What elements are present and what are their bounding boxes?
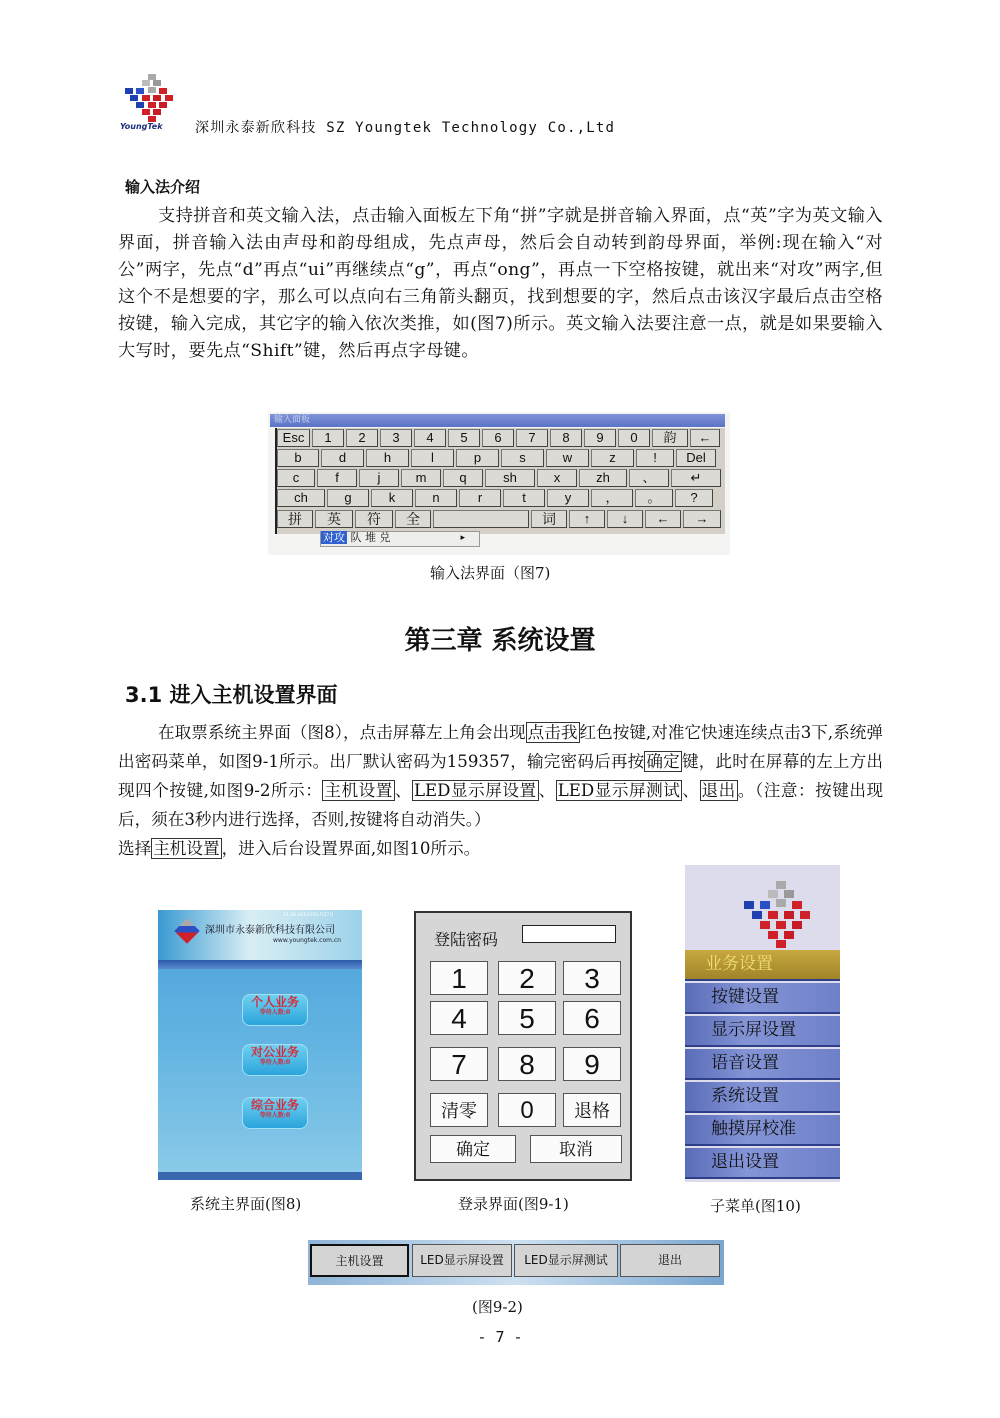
clear-button[interactable]: 清零 [430, 1093, 488, 1127]
keypad-6[interactable]: 6 [563, 1001, 621, 1035]
section-paragraph-1 [118, 718, 883, 834]
key[interactable]: 。 [635, 489, 673, 507]
chapter-title: 第三章 系统设置 [404, 626, 596, 656]
key[interactable]: sh [485, 469, 535, 487]
text: 、 [682, 781, 700, 800]
text: 键，此时在屏幕的左上方出现四个按键,如图9-2所示： [118, 752, 884, 800]
keypad-8[interactable]: 8 [498, 1047, 556, 1081]
led-settings-label: LED显示屏设置 [414, 781, 537, 800]
next-page-arrow-icon[interactable]: ▸ [460, 533, 465, 543]
main-screen-url: www.youngtek.com.cn [273, 937, 341, 944]
company-header: 深圳永泰新欣科技 SZ Youngtek Technology Co.,Ltd [195, 120, 616, 136]
key-pinyin-mode[interactable]: 拼 [277, 510, 313, 528]
submenu-figure [685, 865, 840, 1182]
menu-display-settings[interactable]: 显示屏设置 [685, 1016, 840, 1047]
section-paragraph [118, 718, 883, 863]
led-test-button[interactable]: LED显示屏测试 [514, 1244, 618, 1277]
button-label: 对公业务 [250, 1045, 299, 1059]
text: 、 [538, 781, 556, 800]
password-label: 登陆密码 [434, 930, 499, 949]
key[interactable]: 2 [346, 429, 378, 447]
toolbar-figure [308, 1240, 724, 1285]
menu-touch-calibration[interactable]: 触摸屏校准 [685, 1115, 840, 1146]
host-settings-button[interactable]: 主机设置 [310, 1244, 409, 1277]
key[interactable]: ch [277, 489, 325, 507]
keypad-0[interactable]: 0 [498, 1093, 556, 1127]
led-test-label: LED显示屏测试 [557, 781, 681, 800]
menu-key-settings[interactable]: 按键设置 [685, 983, 840, 1014]
text: 、 [394, 781, 412, 800]
mini-logo-icon [174, 918, 199, 943]
button-label: 个人业务 [250, 995, 299, 1009]
keyboard-row-5 [277, 510, 721, 528]
text: 在取票系统主界面（图8），点击屏幕左上角会出现 [158, 723, 526, 742]
key[interactable]: ， [591, 489, 633, 507]
key-phrase[interactable]: 词 [531, 510, 567, 528]
key[interactable]: 3 [380, 429, 412, 447]
main-screen-company: 深圳市永泰新欣科技有限公司 [205, 925, 335, 936]
text: ，进入后台设置界面,如图10所示。 [221, 839, 481, 858]
key[interactable]: k [371, 489, 413, 507]
text: 选择 [118, 839, 152, 858]
key-fullwidth[interactable]: 全 [395, 510, 431, 528]
key[interactable]: 0 [618, 429, 650, 447]
key-esc[interactable]: Esc [277, 429, 310, 447]
key-space[interactable] [433, 510, 529, 528]
key[interactable]: z [591, 449, 634, 467]
key[interactable]: 8 [550, 429, 582, 447]
key[interactable]: x [537, 469, 577, 487]
key[interactable]: 6 [482, 429, 514, 447]
main-screen-figure [158, 910, 362, 1180]
key-yunmu[interactable]: 韵 [652, 429, 688, 447]
fig10-caption: 子菜单(图10) [710, 1197, 801, 1215]
page-number: - 7 - [477, 1328, 523, 1346]
key[interactable]: r [459, 489, 501, 507]
section-paragraph-2 [118, 834, 883, 863]
keyboard-row-2 [277, 449, 716, 467]
key[interactable]: 5 [448, 429, 480, 447]
key[interactable]: 1 [312, 429, 344, 447]
key[interactable]: 9 [584, 429, 616, 447]
key[interactable]: d [321, 449, 364, 467]
menu-system-settings[interactable]: 系统设置 [685, 1082, 840, 1113]
key-right[interactable]: → [683, 510, 721, 528]
key[interactable]: y [547, 489, 589, 507]
key-english-mode[interactable]: 英 [315, 510, 353, 528]
intro-paragraph [118, 203, 883, 365]
key[interactable]: ? [675, 489, 713, 507]
logo-caption: YoungTek [120, 122, 163, 131]
keypad-9[interactable]: 9 [563, 1047, 621, 1081]
key-enter[interactable]: ↵ [671, 469, 721, 487]
fig9-2-caption: (图9-2) [472, 1298, 523, 1316]
keyboard-row-3 [277, 469, 721, 487]
key[interactable]: g [327, 489, 369, 507]
text: 。（注意：按键出现后，须在3秒内进行选择，否则,按键将自动消失。） [118, 781, 884, 829]
main-screen-header [158, 910, 362, 960]
key-backspace[interactable]: ← [690, 429, 720, 447]
fig9-1-caption: 登录界面(图9-1) [458, 1195, 569, 1213]
menu-business-settings[interactable]: 业务设置 [685, 950, 840, 981]
key[interactable]: l [411, 449, 454, 467]
key[interactable]: ! [636, 449, 674, 467]
button-label: 综合业务 [250, 1098, 299, 1112]
key[interactable]: p [456, 449, 499, 467]
backspace-button[interactable]: 退格 [563, 1093, 621, 1127]
host-settings-label: 主机设置 [153, 839, 220, 858]
waiting-count: 等待人数:0 [259, 1009, 291, 1016]
host-settings-label: 主机设置 [324, 781, 393, 800]
keyboard [275, 428, 725, 534]
cancel-button[interactable]: 取消 [530, 1135, 622, 1163]
key[interactable]: j [359, 469, 399, 487]
key[interactable]: h [366, 449, 409, 467]
key[interactable]: w [546, 449, 589, 467]
key[interactable]: 、 [629, 469, 669, 487]
confirm-button[interactable]: 确定 [430, 1135, 516, 1163]
key[interactable]: q [443, 469, 483, 487]
menu-voice-settings[interactable]: 语音设置 [685, 1049, 840, 1080]
input-panel-figure [268, 412, 730, 555]
led-settings-button[interactable]: LED显示屏设置 [412, 1244, 512, 1277]
key-symbol-mode[interactable]: 符 [355, 510, 393, 528]
keypad-7[interactable]: 7 [430, 1047, 488, 1081]
keypad-4[interactable]: 4 [430, 1001, 488, 1035]
keypad-5[interactable]: 5 [498, 1001, 556, 1035]
main-screen-datetime: 11:34 2013年01月27日 [283, 913, 334, 918]
key-up[interactable]: ↑ [569, 510, 605, 528]
key-left[interactable]: ← [645, 510, 681, 528]
keyboard-row-1 [277, 429, 720, 447]
candidate-selected[interactable]: 对攻 [323, 531, 345, 544]
key[interactable]: f [317, 469, 357, 487]
click-me-label: 点击我 [527, 723, 578, 742]
keypad-1[interactable]: 1 [430, 961, 488, 995]
header-band [158, 960, 362, 969]
key[interactable]: b [277, 449, 319, 467]
section-title: 3.1 进入主机设置界面 [125, 683, 338, 707]
corporate-business-button[interactable] [242, 1044, 308, 1076]
keypad-2[interactable]: 2 [498, 961, 556, 995]
menu-logo-icon [740, 879, 820, 949]
text: 红色按键,对准它快速连续点击3下,系统弹出密码菜单，如图9-1所示。出厂默认密码为159357，输完密码后再按 [118, 723, 883, 771]
input-panel-title: 输入面板 [270, 414, 725, 427]
login-dialog-figure [414, 911, 632, 1181]
key[interactable]: s [501, 449, 544, 467]
password-input[interactable] [522, 925, 616, 943]
personal-business-button[interactable] [242, 994, 308, 1026]
key[interactable]: m [401, 469, 441, 487]
key[interactable]: 7 [516, 429, 548, 447]
intro-text: 支持拼音和英文输入法，点击输入面板左下角“拼”字就是拼音输入界面，点“英”字为英文输入界面，拼音输入法由声母和韵母组成，先点声母，然后会自动转到韵母界面，举例:现在输入“对公”两字，先点“d”再点“ui”再继续点“g”，再点“ong”，再点一下空格按键，就出来“对攻”两字,但这个不是想要的字，那么可以点向右三角箭头翻页，找到想要的字，然后点击该汉字最后点击空格按键，输入完成，其它字的输入依次类推，如(图7)所示。英文输入法要注意一点，就是如果要输入大写时，要先点“Shift”键，然后再点字母键。 [118, 206, 883, 361]
exit-button[interactable]: 退出 [620, 1244, 720, 1277]
key[interactable]: t [503, 489, 545, 507]
confirm-label: 确定 [646, 752, 680, 771]
key[interactable]: zh [579, 469, 627, 487]
candidate-bar [320, 531, 480, 547]
fig8-caption: 系统主界面(图8) [190, 1195, 302, 1213]
candidate-list[interactable]: 队 堆 兑 [350, 531, 391, 544]
keypad-3[interactable]: 3 [563, 961, 621, 995]
footer-band [158, 1172, 362, 1180]
key[interactable]: n [415, 489, 457, 507]
key[interactable]: c [277, 469, 315, 487]
waiting-count: 等待人数:0 [259, 1059, 291, 1066]
key-down[interactable]: ↓ [607, 510, 643, 528]
keyboard-row-4 [277, 489, 713, 507]
waiting-count: 等待人数:0 [259, 1112, 291, 1119]
intro-heading: 输入法介绍 [125, 178, 201, 196]
general-business-button[interactable] [242, 1097, 308, 1129]
menu-exit-settings[interactable]: 退出设置 [685, 1148, 840, 1179]
exit-label: 退出 [701, 781, 736, 800]
key-delete[interactable]: Del [676, 449, 716, 467]
key[interactable]: 4 [414, 429, 446, 447]
fig7-caption: 输入法界面（图7) [430, 564, 551, 582]
